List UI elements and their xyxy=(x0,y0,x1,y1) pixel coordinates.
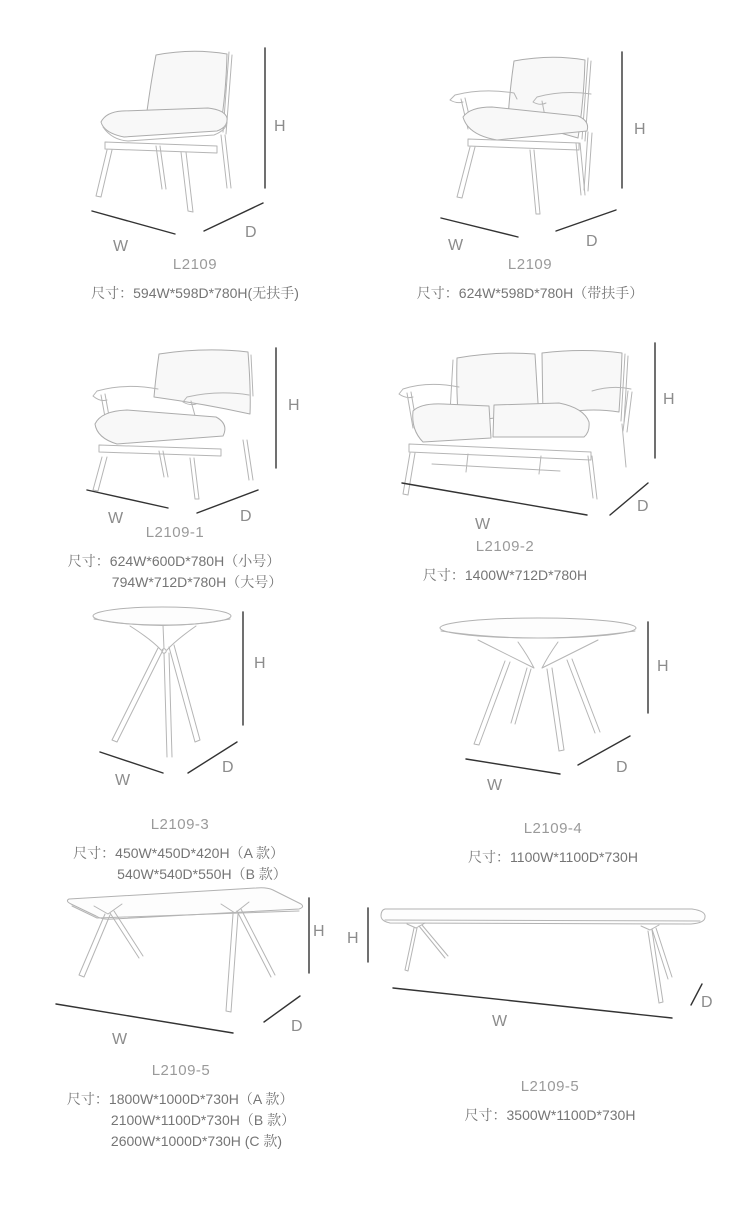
figure-loveseat xyxy=(399,343,675,533)
figure-side-table xyxy=(93,607,266,789)
product-code: L2109 xyxy=(172,256,218,273)
width-dimension-line xyxy=(92,211,175,234)
product-code: L2109-1 xyxy=(145,524,205,541)
width-dimension-line xyxy=(466,759,560,774)
size-line: 尺寸：624W*598D*780H（带扶手） xyxy=(416,285,644,301)
width-dimension-label: W xyxy=(475,516,491,533)
side-table-sketch xyxy=(93,607,231,757)
round-table-sketch xyxy=(440,618,636,751)
figure-round-table xyxy=(440,618,669,794)
size-line: 尺寸：1100W*1100D*730H xyxy=(468,849,638,865)
width-dimension-label: W xyxy=(108,510,124,527)
long-table-sketch xyxy=(381,909,705,1003)
size-line: 794W*712D*780H（大号） xyxy=(111,574,283,590)
width-dimension-label: W xyxy=(115,772,131,789)
depth-dimension-line xyxy=(556,210,616,231)
product-code: L2109-3 xyxy=(150,816,210,833)
caption-loveseat xyxy=(385,538,625,586)
width-dimension-label: W xyxy=(487,777,503,794)
product-code: L2109-5 xyxy=(520,1078,580,1095)
product-code: L2109 xyxy=(507,256,553,273)
product-dimensions xyxy=(73,843,287,885)
product-dimensions xyxy=(423,565,587,586)
width-dimension-line xyxy=(441,218,518,237)
dining-table-sketch xyxy=(67,888,302,1012)
depth-dimension-label: D xyxy=(616,759,628,776)
product-code: L2109-2 xyxy=(475,538,535,555)
height-dimension-label: H xyxy=(657,658,669,675)
width-dimension-line xyxy=(87,490,168,508)
figure-long-table xyxy=(347,908,713,1030)
product-dimensions xyxy=(468,847,638,868)
caption-armchair xyxy=(390,256,670,304)
width-dimension-line xyxy=(100,752,163,773)
width-dimension-label: W xyxy=(113,238,129,255)
width-dimension-label: W xyxy=(492,1013,508,1030)
figure-lounge-chair xyxy=(87,348,300,527)
figure-dining-table xyxy=(56,888,325,1048)
product-code: L2109-4 xyxy=(523,820,583,837)
size-line: 尺寸：1800W*1000D*730H（A 款） xyxy=(66,1091,294,1107)
height-dimension-label: H xyxy=(254,655,266,672)
depth-dimension-label: D xyxy=(701,994,713,1011)
depth-dimension-label: D xyxy=(291,1018,303,1035)
caption-dining-table xyxy=(30,1062,332,1152)
depth-dimension-label: D xyxy=(586,233,598,250)
height-dimension-label: H xyxy=(634,121,646,138)
width-dimension-line xyxy=(402,483,587,515)
size-line: 尺寸：624W*600D*780H（小号） xyxy=(67,553,281,569)
height-dimension-label: H xyxy=(347,930,359,947)
dimension-annotations xyxy=(100,612,266,789)
product-dimensions xyxy=(67,1089,295,1152)
caption-long-table xyxy=(400,1078,700,1126)
caption-round-table xyxy=(403,820,703,868)
lounge-chair-sketch xyxy=(93,350,253,499)
height-dimension-label: H xyxy=(274,118,286,135)
product-code: L2109-5 xyxy=(151,1062,211,1079)
dimension-annotations xyxy=(466,622,669,794)
depth-dimension-label: D xyxy=(637,498,649,515)
width-dimension-line xyxy=(56,1004,233,1033)
width-dimension-line xyxy=(393,988,672,1018)
height-dimension-label: H xyxy=(313,923,325,940)
armchair-sketch xyxy=(450,57,592,214)
dimension-annotations xyxy=(56,898,325,1048)
width-dimension-label: W xyxy=(448,237,464,254)
product-dimensions xyxy=(465,1105,636,1126)
size-line: 尺寸：594W*598D*780H(无扶手) xyxy=(91,285,299,301)
depth-dimension-label: D xyxy=(222,759,234,776)
product-dimensions xyxy=(91,283,299,304)
size-line: 尺寸：1400W*712D*780H xyxy=(422,567,588,583)
product-dimensions xyxy=(417,283,643,304)
side-chair-sketch xyxy=(96,51,232,212)
loveseat-sketch xyxy=(399,351,632,500)
figure-armchair xyxy=(441,52,646,254)
caption-lounge-chair xyxy=(25,524,325,593)
height-dimension-label: H xyxy=(663,391,675,408)
size-line: 540W*540D*550H（B 款） xyxy=(117,866,287,882)
caption-side-table xyxy=(30,816,330,885)
product-dimensions xyxy=(68,551,282,593)
caption-side-chair xyxy=(40,256,350,304)
width-dimension-label: W xyxy=(112,1031,128,1048)
depth-dimension-label: D xyxy=(240,508,252,525)
size-line: 2100W*1100D*730H（B 款） xyxy=(110,1112,296,1128)
size-line: 尺寸：450W*450D*420H（A 款） xyxy=(73,845,285,861)
figure-side-chair xyxy=(92,48,286,255)
size-line: 尺寸：3500W*1100D*730H xyxy=(464,1107,636,1123)
size-line: 2600W*1000D*730H (C 款) xyxy=(110,1133,283,1149)
height-dimension-label: H xyxy=(288,397,300,414)
depth-dimension-label: D xyxy=(245,224,257,241)
